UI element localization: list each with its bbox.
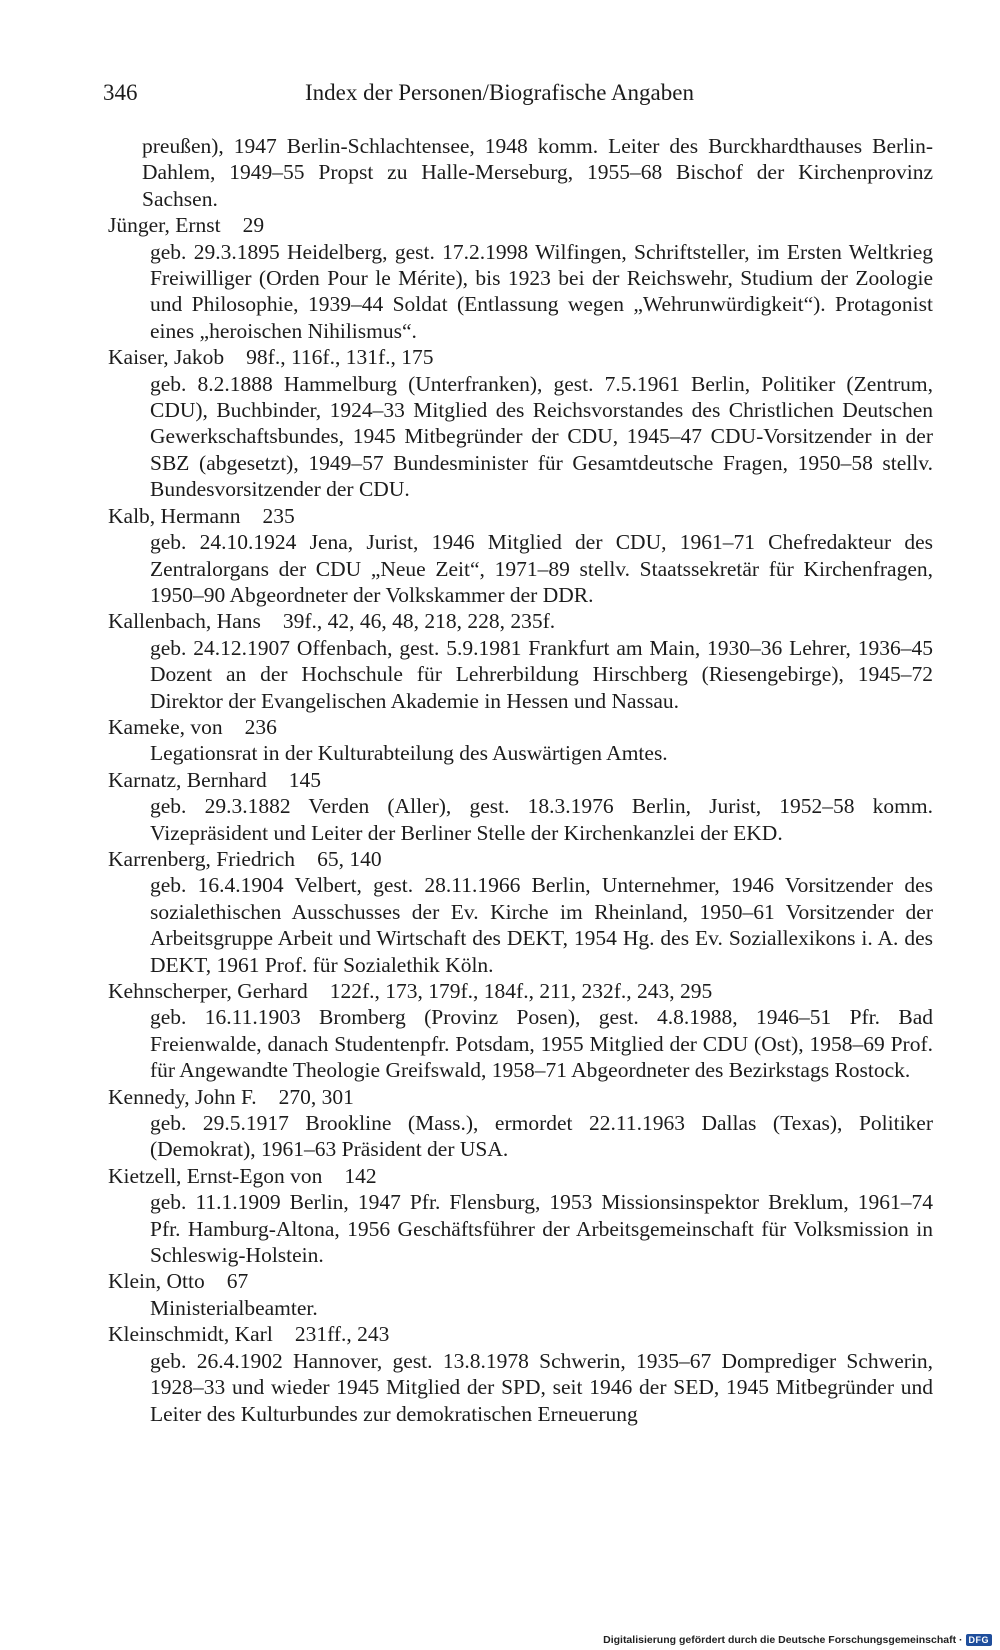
funding-credit-text: Digitalisierung gefördert durch die Deutsche Forschungsgemeinschaft ·: [603, 1634, 963, 1646]
index-entry: [108, 714, 933, 767]
entry-heading: [108, 1084, 933, 1110]
biographical-note: geb. 24.10.1924 Jena, Jurist, 1946 Mitglied der CDU, 1961–71 Chefredakteur des Zentralorgans der CDU „Neue Zeit“, 1971–89 stellv. Staatssekretär für Kirchenfragen, 1950–90 Abgeordneter der Volkskammer der DDR.: [150, 530, 933, 607]
biographical-note: geb. 24.12.1907 Offenbach, gest. 5.9.1981 Frankfurt am Main, 1930–36 Lehrer, 1936–45 Dozent an der Hochschule für Lehrerbildung Hirschberg (Riesengebirge), 1945–72 Direktor der Evangelischen Akademie in Hessen und Nassau.: [150, 635, 933, 713]
index-entry: [108, 978, 933, 1084]
entry-heading: [108, 978, 933, 1004]
biographical-note: Ministerialbeamter.: [150, 1295, 318, 1320]
page-references: 270, 301: [278, 1084, 354, 1109]
page-references: 29: [242, 213, 265, 238]
person-name: Kennedy, John F.: [108, 1084, 257, 1109]
page-references: 231ff., 243: [294, 1322, 390, 1347]
biographical-note: geb. 8.2.1888 Hammelburg (Unterfranken), gest. 7.5.1961 Berlin, Politiker (Zentrum, CDU), Buchbinder, 1924–33 Mitglied des Reichsvorstandes des Christlichen Deutschen Gewerkschaftsbundes, 1945 Mitbegründer der CDU, 1945–47 CDU-Vorsitzender in der SBZ (abgesetzt), 1949–57 Bundesminister für Gesamtdeutsche Fragen, 1950–58 stellv. Bundesvorsitzender der CDU.: [150, 371, 933, 502]
entry-heading: [108, 344, 933, 370]
index-entry: [108, 212, 933, 344]
running-head: Index der Personen/Biografische Angaben: [305, 80, 694, 105]
index-entry: [108, 1321, 933, 1427]
page-references: 142: [344, 1163, 377, 1188]
person-name: Karrenberg, Friedrich: [108, 846, 296, 871]
biographical-note: geb. 29.3.1882 Verden (Aller), gest. 18.3.1976 Berlin, Jurist, 1952–58 komm. Vizepräsident und Leiter der Berliner Stelle der Kirchenkanzlei der EKD.: [150, 794, 933, 845]
person-name: Karnatz, Bernhard: [108, 767, 267, 792]
index-entry: [108, 767, 933, 846]
page-references: 39f., 42, 46, 48, 218, 228, 235f.: [282, 609, 556, 634]
person-name: Kameke, von: [108, 714, 223, 739]
biographical-note: geb. 16.4.1904 Velbert, gest. 28.11.1966 Berlin, Unternehmer, 1946 Vorsitzender des sozialethischen Ausschusses der Ev. Kirche im Rheinland, 1950–61 Vorsitzender der Arbeitsgruppe Arbeit und Wirtschaft des DEKT, 1954 Hg. des Ev. Soziallexikons i. A. des DEKT, 1961 Prof. für Sozialethik Köln.: [150, 873, 933, 977]
biographical-note: geb. 26.4.1902 Hannover, gest. 13.8.1978 Schwerin, 1935–67 Domprediger Schwerin, 1928–33 und wieder 1945 Mitglied der SPD, seit 1946 der SED, 1945 Mitbegründer und Leiter des Kulturbundes zur demokratischen Erneuerung: [150, 1348, 933, 1426]
dfg-logo: DFG: [966, 1634, 993, 1646]
page-number: 346: [103, 80, 138, 105]
person-name: Jünger, Ernst: [108, 213, 221, 238]
page-header: [103, 80, 933, 114]
index-entries: [108, 212, 933, 1427]
person-name: Kaiser, Jakob: [108, 345, 225, 370]
index-entry: [108, 1084, 933, 1163]
index-entry: [108, 344, 933, 502]
index-entry: [108, 1163, 933, 1269]
page-references: 145: [288, 767, 322, 792]
page-references: 235: [262, 503, 295, 528]
person-name: Klein, Otto: [108, 1269, 205, 1294]
biographical-note: geb. 29.3.1895 Heidelberg, gest. 17.2.1998 Wilfingen, Schriftsteller, im Ersten Weltkrieg Freiwilliger (Orden Pour le Mérite), bis 1923 bei der Reichswehr, Studium der Zoologie und Philosophie, 1939–44 Soldat (Entlassung wegen „Wehrunwürdigkeit“). Protagonist eines „heroischen Nihilismus“.: [150, 239, 933, 343]
person-name: Kietzell, Ernst-Egon von: [108, 1163, 323, 1188]
biographical-note: Legationsrat in der Kulturabteilung des Auswärtigen Amtes.: [150, 741, 668, 766]
person-name: Kallenbach, Hans: [108, 609, 261, 634]
page-references: 65, 140: [317, 846, 382, 871]
person-name: Kehnscherper, Gerhard: [108, 979, 308, 1003]
entry-heading: [108, 767, 933, 793]
entry-heading: [108, 503, 933, 529]
funding-credit: [603, 1634, 992, 1646]
entry-heading: [108, 212, 933, 238]
person-name: Kleinschmidt, Karl: [108, 1322, 273, 1347]
page-references: 67: [226, 1269, 249, 1294]
biographical-note: geb. 16.11.1903 Bromberg (Provinz Posen), gest. 4.8.1988, 1946–51 Pfr. Bad Freienwalde, danach Studentenpfr. Potsdam, 1955 Mitglied der CDU (Ost), 1958–69 Prof. für Angewandte Theologie Greifswald, 1958–71 Abgeordneter des Bezirkstags Rostock.: [150, 1005, 933, 1083]
index-entry: [108, 608, 933, 714]
entry-heading: [108, 846, 933, 872]
entry-heading: [108, 1163, 933, 1189]
page-references: 236: [244, 714, 277, 739]
person-name: Kalb, Hermann: [108, 503, 241, 528]
entry-heading: [108, 714, 933, 740]
biographical-note: geb. 29.5.1917 Brookline (Mass.), ermordet 22.11.1963 Dallas (Texas), Politiker (Demokrat), 1961–63 Präsident der USA.: [150, 1111, 933, 1162]
page-references: 122f., 173, 179f., 184f., 211, 232f., 243, 295: [329, 979, 713, 1003]
continued-entry-text: preußen), 1947 Berlin-Schlachtensee, 1948 komm. Leiter des Burckhardthauses Berlin-Dahlem, 1949–55 Propst zu Halle-Merseburg, 1955–68 Bischof der Kirchenprovinz Sachsen.: [142, 134, 933, 211]
index-entry: [108, 503, 933, 609]
index-entry: [108, 846, 933, 978]
page-references: 98f., 116f., 131f., 175: [246, 345, 434, 370]
index-entry: [108, 1268, 933, 1321]
entry-heading: [108, 1268, 933, 1294]
biographical-note: geb. 11.1.1909 Berlin, 1947 Pfr. Flensburg, 1953 Missionsinspektor Breklum, 1961–74 Pfr. Hamburg-Altona, 1956 Geschäftsführer der Arbeitsgemeinschaft für Volksmission in Schleswig-Holstein.: [150, 1190, 933, 1268]
entry-heading: [108, 608, 933, 634]
entry-heading: [108, 1321, 933, 1347]
index-body: [108, 133, 933, 1427]
